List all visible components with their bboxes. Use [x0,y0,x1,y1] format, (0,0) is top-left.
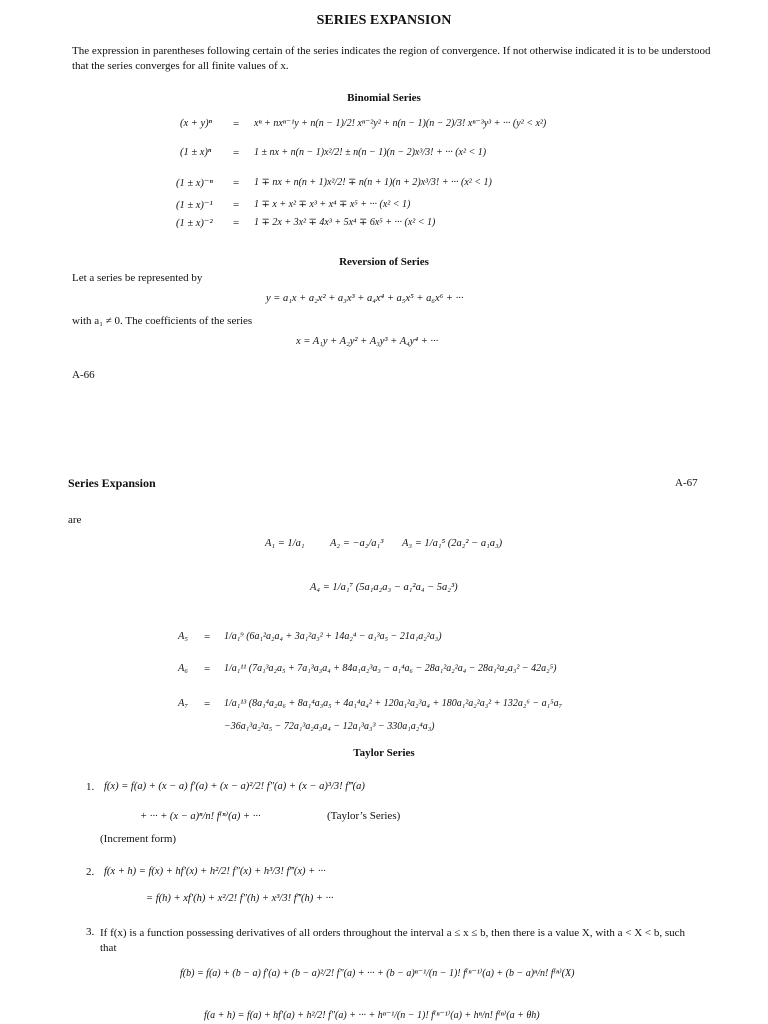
taylor-heading: Taylor Series [353,747,415,759]
binomial-rhs: 1 ± nx + n(n − 1)x²/2! ± n(n − 1)(n − 2)x³/3! + ··· (x² < 1) [254,147,487,158]
coefficient-A1: A₁ = 1/a₁ [265,538,305,549]
series-y-equation: y = a₁x + a₂x² + a₃x³ + a₄x⁴ + a₅x⁵ + a₆x⁶ + ··· [266,293,464,304]
binomial-heading: Binomial Series [347,92,421,104]
taylor-eq-2-line-1: f(x + h) = f(x) + hf′(x) + h²/2! f″(x) + h³/3! f‴(x) + ··· [104,866,326,877]
binomial-eq: = [233,147,240,159]
binomial-rhs: 1 ∓ x + x² ∓ x³ + x⁴ ∓ x⁵ + ··· (x² < 1) [254,199,411,210]
taylor-tag: (Taylor’s Series) [327,810,401,822]
binomial-lhs: (1 ± x)⁻¹ [176,200,213,211]
coefficient-A4: A₄ = 1/a₁⁷ (5a₁a₂a₃ − a₁²a₄ − 5a₂³) [310,582,458,593]
coefficient-rhs: 1/a₁¹³ (8a₁⁴a₂a₆ + 8a₁⁴a₃a₅ + 4a₁⁴a₄² + 120a₁²a₂³a₄ + 180a₁²a₂²a₃² + 132a₂⁶ − a₁⁵a₇ [224,698,563,709]
coefficient-lhs: A₇ [178,698,189,709]
coefficient-eq: = [204,631,211,643]
coefficient-rhs-continued: −36a₁³a₂²a₅ − 72a₁³a₂a₃a₄ − 12a₁³a₃³ − 330a₁a₂⁴a₃) [224,721,435,732]
coefficient-A3: A₃ = 1/a₁⁵ (2a₂² − a₁a₃) [402,538,503,549]
running-header: Series Expansion [68,476,156,490]
item-number: 3. [86,926,95,938]
item-number: 2. [86,866,95,878]
binomial-lhs: (1 ± x)ⁿ [180,147,212,158]
item-number: 1. [86,781,95,793]
binomial-rhs: 1 ∓ 2x + 3x² ∓ 4x³ + 5x⁴ ∓ 6x⁵ + ··· (x² < 1) [254,217,436,228]
coefficient-A2: A₂ = −a₂/a₁³ [330,538,384,549]
binomial-rhs: xⁿ + nxⁿ⁻¹y + n(n − 1)/2! xⁿ⁻²y² + n(n − 1)(n − 2)/3! xⁿ⁻³y³ + ··· (y² < x²) [254,118,547,129]
page-number: A-66 [72,369,95,381]
binomial-eq: = [233,177,240,189]
intro-paragraph: The expression in parentheses following certain of the series indicates the region of convergence. If not otherwise indicated it is to be understood that the series converges for all finite values of x. [72,45,711,72]
coefficient-eq: = [204,698,211,710]
binomial-lhs: (x + y)ⁿ [180,118,212,129]
let-text: Let a series be represented by [72,272,203,284]
binomial-lhs: (1 ± x)⁻² [176,218,213,229]
are-text: are [68,514,82,526]
coefficient-rhs: 1/a₁¹¹ (7a₁³a₂a₅ + 7a₁³a₃a₄ + 84a₁a₂³a₃ − a₁⁴a₆ − 28a₁²a₂²a₄ − 28a₁²a₂a₃² − 42a₂⁵) [224,663,557,674]
taylor-eq-3: f(b) = f(a) + (b − a) f′(a) + (b − a)²/2! f″(a) + ··· + (b − a)ⁿ⁻¹/(n − 1)! f⁽ⁿ⁻¹⁾(a) + (b − a)ⁿ/n! f⁽ⁿ⁾(X) [180,968,575,979]
increment-form-note: (Increment form) [100,833,177,845]
with-text: with a₁ ≠ 0. The coefficients of the series [72,315,253,327]
taylor-eq-4: f(a + h) = f(a) + hf′(a) + h²/2! f″(a) + ··· + hⁿ⁻¹/(n − 1)! f⁽ⁿ⁻¹⁾(a) + hⁿ/n! f⁽ⁿ⁾(a + θh) [204,1010,540,1021]
coefficient-eq: = [204,663,211,675]
binomial-eq: = [233,199,240,211]
coefficient-lhs: A₆ [178,663,189,674]
coefficient-lhs: A₅ [178,631,189,642]
binomial-lhs: (1 ± x)⁻ⁿ [176,178,213,189]
series-x-equation: x = A₁y + A₂y² + A₃y³ + A₄y⁴ + ··· [296,336,439,347]
taylor-theorem-text: If f(x) is a function possessing derivatives of all orders throughout the interval a ≤ x ≤ b, then there is a value X, with a < X < b, such that [100,927,686,954]
binomial-rhs: 1 ∓ nx + n(n + 1)x²/2! ∓ n(n + 1)(n + 2)x³/3! + ··· (x² < 1) [254,177,492,188]
binomial-eq: = [233,217,240,229]
binomial-eq: = [233,118,240,130]
taylor-eq-1-line-1: f(x) = f(a) + (x − a) f′(a) + (x − a)²/2! f″(a) + (x − a)³/3! f‴(a) [104,781,365,792]
taylor-eq-2-line-2: = f(h) + xf′(h) + x²/2! f″(h) + x³/3! f‴(h) + ··· [146,893,334,904]
page-title: SERIES EXPANSION [316,13,452,28]
taylor-eq-1-line-2: + ··· + (x − a)ⁿ/n! f⁽ⁿ⁾(a) + ··· [140,811,261,822]
page-number: A-67 [675,477,698,489]
coefficient-rhs: 1/a₁⁹ (6a₁²a₂a₄ + 3a₁²a₃² + 14a₂⁴ − a₁³a₅ − 21a₁a₂²a₃) [224,631,442,642]
reversion-heading: Reversion of Series [339,256,429,268]
